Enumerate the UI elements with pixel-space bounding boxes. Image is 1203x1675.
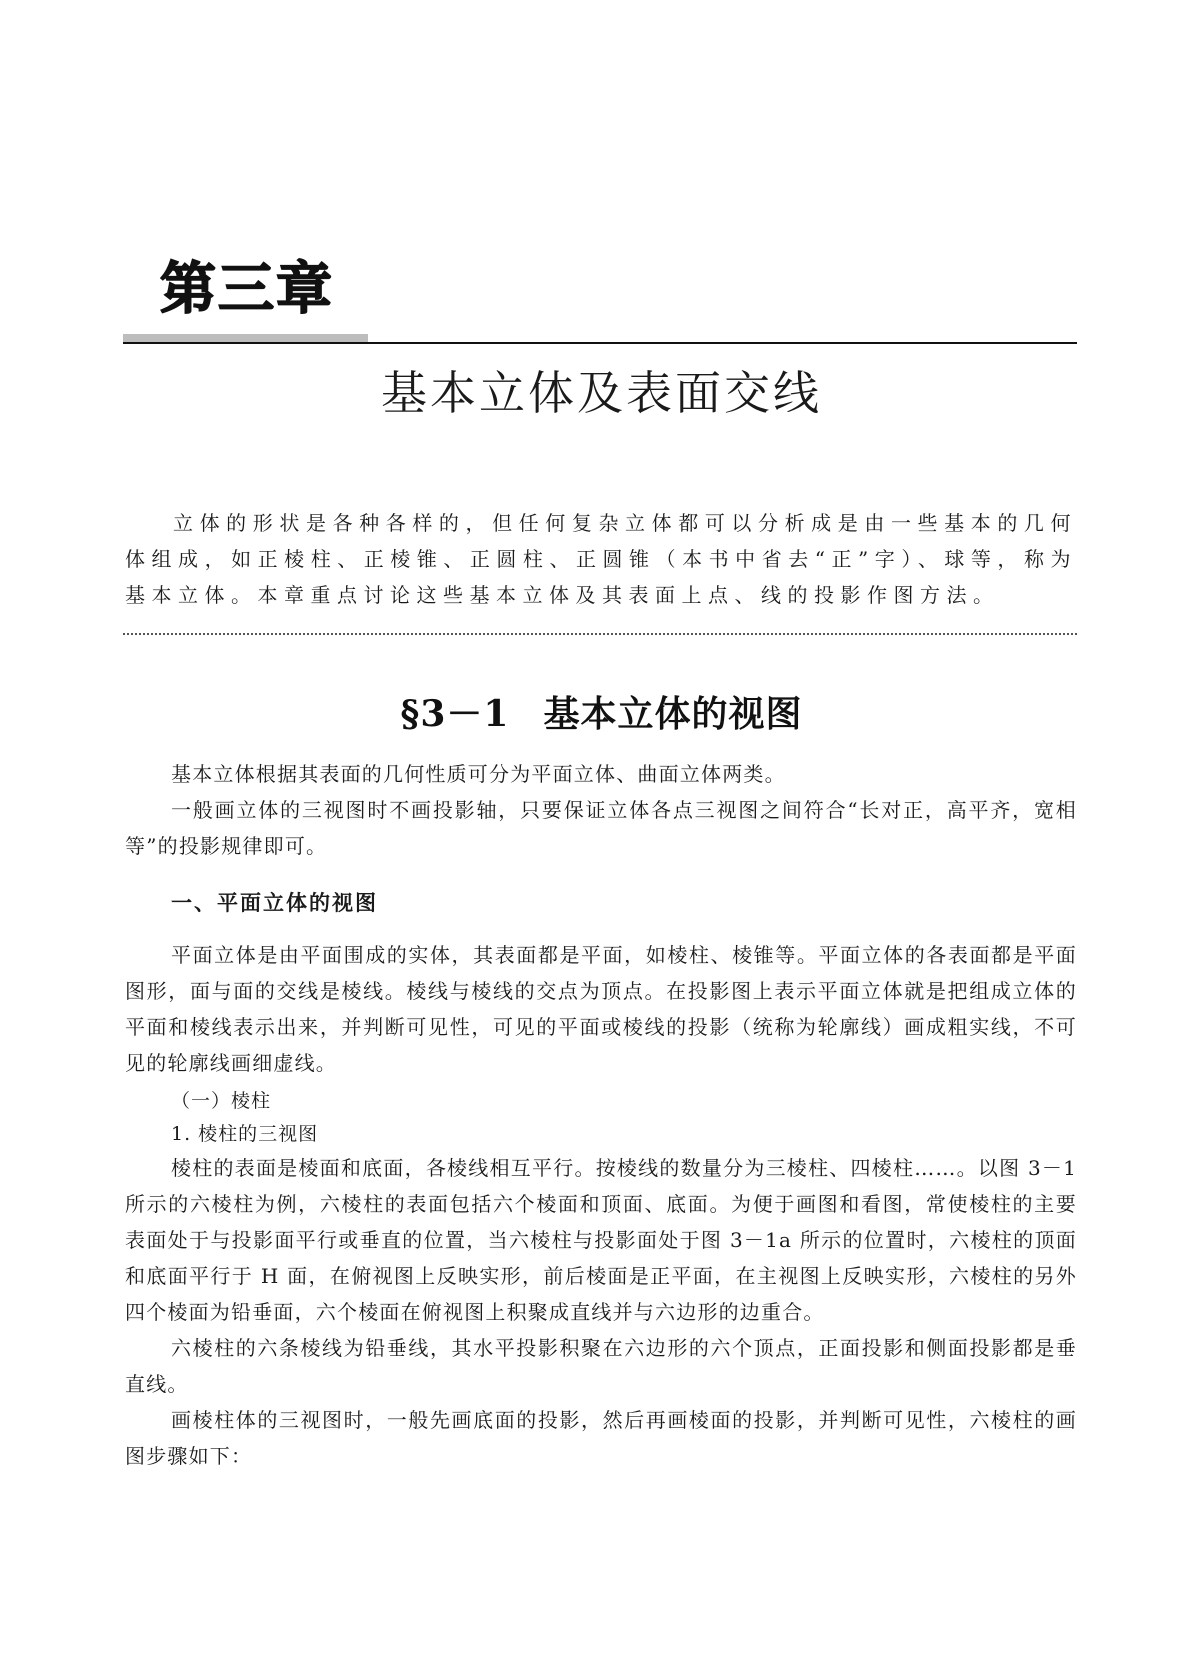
subsection-heading: 一、平面立体的视图 (171, 891, 378, 915)
section-number: §3－1 (400, 693, 510, 735)
paragraph: 棱柱的表面是棱面和底面，各棱线相互平行。按棱线的数量分为三棱柱、四棱柱……。以图 3－1 所示的六棱柱为例，六棱柱的表面包括六个棱面和顶面、底面。为便于画图和看图，常使棱柱的主要表面处于与投影面平行或垂直的位置，当六棱柱与投影面处于图 3－1a 所示的位置时，六棱柱的顶面和底面平行于 H 面，在俯视图上反映实形，前后棱面是正平面，在主视图上反映实形，六棱柱的另外四个棱面为铅垂面，六个棱面在俯视图上积聚成直线并与六边形的边重合。 (125, 1156, 1077, 1324)
paragraph: 基本立体根据其表面的几何性质可分为平面立体、曲面立体两类。 (171, 762, 786, 786)
paragraph-block-1 (125, 756, 1077, 864)
section-title (0, 686, 1203, 737)
item-heading: 1. 棱柱的三视图 (171, 1123, 319, 1145)
chapter-label: 第三章 (160, 257, 334, 322)
chapter-rule (123, 342, 1077, 344)
paragraph-block-3 (125, 1150, 1077, 1474)
paragraph: 平面立体是由平面围成的实体，其表面都是平面，如棱柱、棱锥等。平面立体的各表面都是平面图形，面与面的交线是棱线。棱线与棱线的交点为顶点。在投影图上表示平面立体就是把组成立体的平面和棱线表示出来，并判断可见性，可见的平面或棱线的投影（统称为轮廓线）画成粗实线，不可见的轮廓线画细虚线。 (125, 943, 1077, 1075)
chapter-intro: 立体的形状是各种各样的，但任何复杂立体都可以分析成是由一些基本的几何体组成，如正棱柱、正棱锥、正圆柱、正圆锥（本书中省去“正”字）、球等，称为基本立体。本章重点讨论这些基本立体及其表面上点、线的投影作图方法。 (125, 511, 1077, 607)
paragraph: 六棱柱的六条棱线为铅垂线，其水平投影积聚在六边形的六个顶点，正面投影和侧面投影都是垂直线。 (125, 1336, 1077, 1396)
dotted-divider (123, 633, 1077, 635)
paragraph-block-2 (125, 937, 1077, 1081)
subsubsection-heading: （一）棱柱 (171, 1090, 272, 1112)
paragraph: 一般画立体的三视图时不画投影轴，只要保证立体各点三视图之间符合“长对正，高平齐，宽相等”的投影规律即可。 (125, 798, 1077, 858)
paragraph: 画棱柱体的三视图时，一般先画底面的投影，然后再画棱面的投影，并判断可见性，六棱柱的画图步骤如下： (125, 1408, 1077, 1468)
chapter-title: 基本立体及表面交线 (381, 366, 822, 420)
section-heading: 基本立体的视图 (543, 693, 803, 735)
chapter-rule-accent (123, 334, 368, 342)
